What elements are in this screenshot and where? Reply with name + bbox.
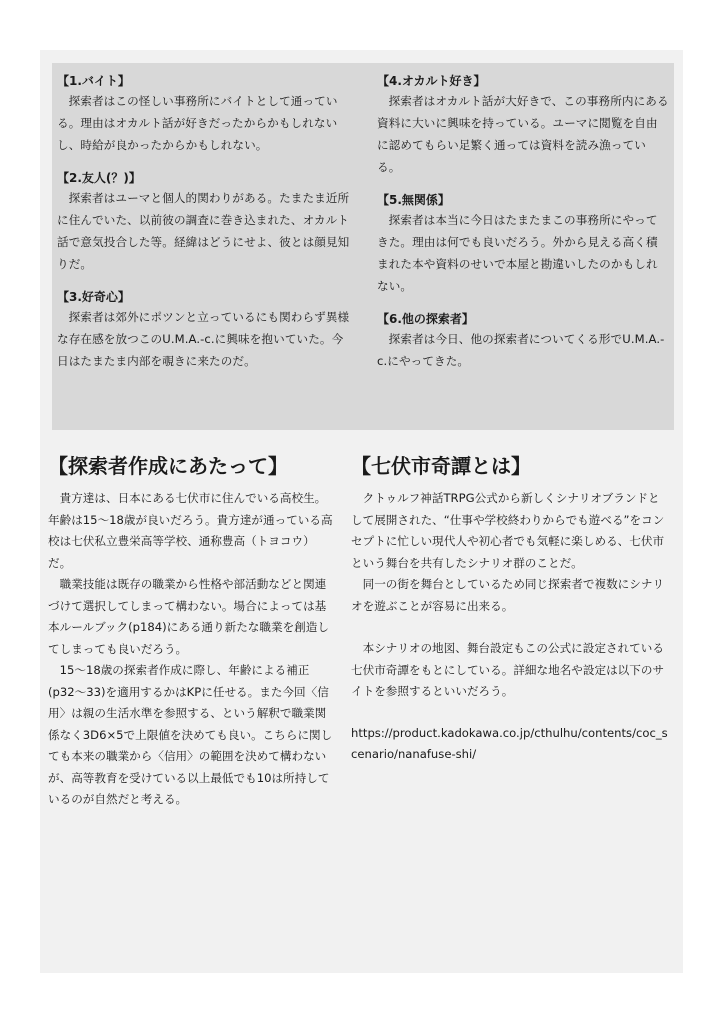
option-body: 探索者は郊外にポツンと立っているにも関わらず異様な存在感を放つこのU.M.A.-c.に興味を抱いていた。今日はたまたま内部を覗きに来たのだ。 [57, 310, 350, 368]
option-title: 【1.バイト】 [57, 74, 130, 88]
option-body: 探索者はオカルト話が大好きで、この事務所内にある資料に大いに興味を持っている。ユーマに閲覧を自由に認めてもらい足繁く通っては資料を読み漁っている。 [377, 94, 669, 174]
nanafuse-paragraph: クトゥルフ神話TRPG公式から新しくシナリオブランドとして展開された、“仕事や学校終わりからでも遊べる”をコンセプトに忙しい現代人や初心者でも気軽に楽しめる、七伏市という舞台を共有したシナリオ群のことだ。 [351, 491, 665, 570]
option-title: 【2.友人(？)】 [57, 171, 141, 185]
option-item [377, 191, 669, 297]
option-title: 【4.オカルト好き】 [377, 74, 486, 88]
nanafuse-paragraph: 本シナリオの地図、舞台設定もこの公式に設定されている七伏市奇譚をもとにしている。詳細な地名や設定は以下のサイトを参照するといいだろう。 [351, 641, 665, 698]
document-page [40, 50, 683, 973]
option-item [57, 72, 352, 156]
option-item [377, 310, 669, 372]
nanafuse-heading: 【七伏市奇譚とは】 [351, 454, 531, 478]
creation-section [48, 448, 334, 811]
option-title: 【5.無関係】 [377, 193, 450, 207]
nanafuse-paragraph: 同一の街を舞台としているため同じ探索者で複数にシナリオを遊ぶことが容易に出来る。 [351, 577, 665, 613]
creation-paragraph: 15〜18歳の探索者作成に際し、年齢による補正(p32〜33)を適用するかはKPに任せる。また今回〈信用〉は親の生活水準を参照する、という解釈で職業関係なく3D6×5で上限値を決めても良い。こちらに関しても本来の職業から〈信用〉の範囲を決めて構わないが、高等教育を受けている以上最低でも10は所持しているのが自然だと考える。 [48, 663, 333, 806]
reference-url: https://product.kadokawa.co.jp/cthulhu/contents/coc_scenario/nanafuse-shi/ [351, 725, 668, 761]
option-body: 探索者は今日、他の探索者についてくる形でU.M.A.-c.にやってきた。 [377, 332, 665, 368]
option-title: 【6.他の探索者】 [377, 312, 474, 326]
options-column-right [377, 72, 669, 385]
creation-heading: 【探索者作成にあたって】 [48, 454, 288, 478]
option-body: 探索者は本当に今日はたまたまこの事務所にやってきた。理由は何でも良いだろう。外から見える高く積まれた本や資料のせいで本屋と勘違いしたのかもしれない。 [377, 213, 658, 293]
options-column-left [57, 72, 352, 385]
option-title: 【3.好奇心】 [57, 290, 130, 304]
option-body: 探索者はこの怪しい事務所にバイトとして通っている。理由はオカルト話が好きだったからかもしれないし、時給が良かったからかもしれない。 [57, 94, 338, 152]
intro-options-box [52, 63, 674, 430]
option-body: 探索者はユーマと個人的関わりがある。たまたま近所に住んでいた、以前彼の調査に巻き込まれた、オカルト話で意気投合した等。経緯はどうにせよ、彼とは顔見知りだ。 [57, 191, 350, 271]
nanafuse-section [351, 448, 669, 766]
option-item [57, 169, 352, 275]
option-item [377, 72, 669, 178]
option-item [57, 288, 352, 372]
creation-paragraph: 職業技能は既存の職業から性格や部活動などと関連づけて選択してしまって構わない。場合によっては基本ルールブック(p184)にある通り新たな職業を創造してしまっても良いだろう。 [48, 577, 329, 656]
creation-paragraph: 貴方達は、日本にある七伏市に住んでいる高校生。年齢は15〜18歳が良いだろう。貴方達が通っている高校は七伏私立豊栄高等学校、通称豊高（トヨコウ）だ。 [48, 491, 333, 570]
